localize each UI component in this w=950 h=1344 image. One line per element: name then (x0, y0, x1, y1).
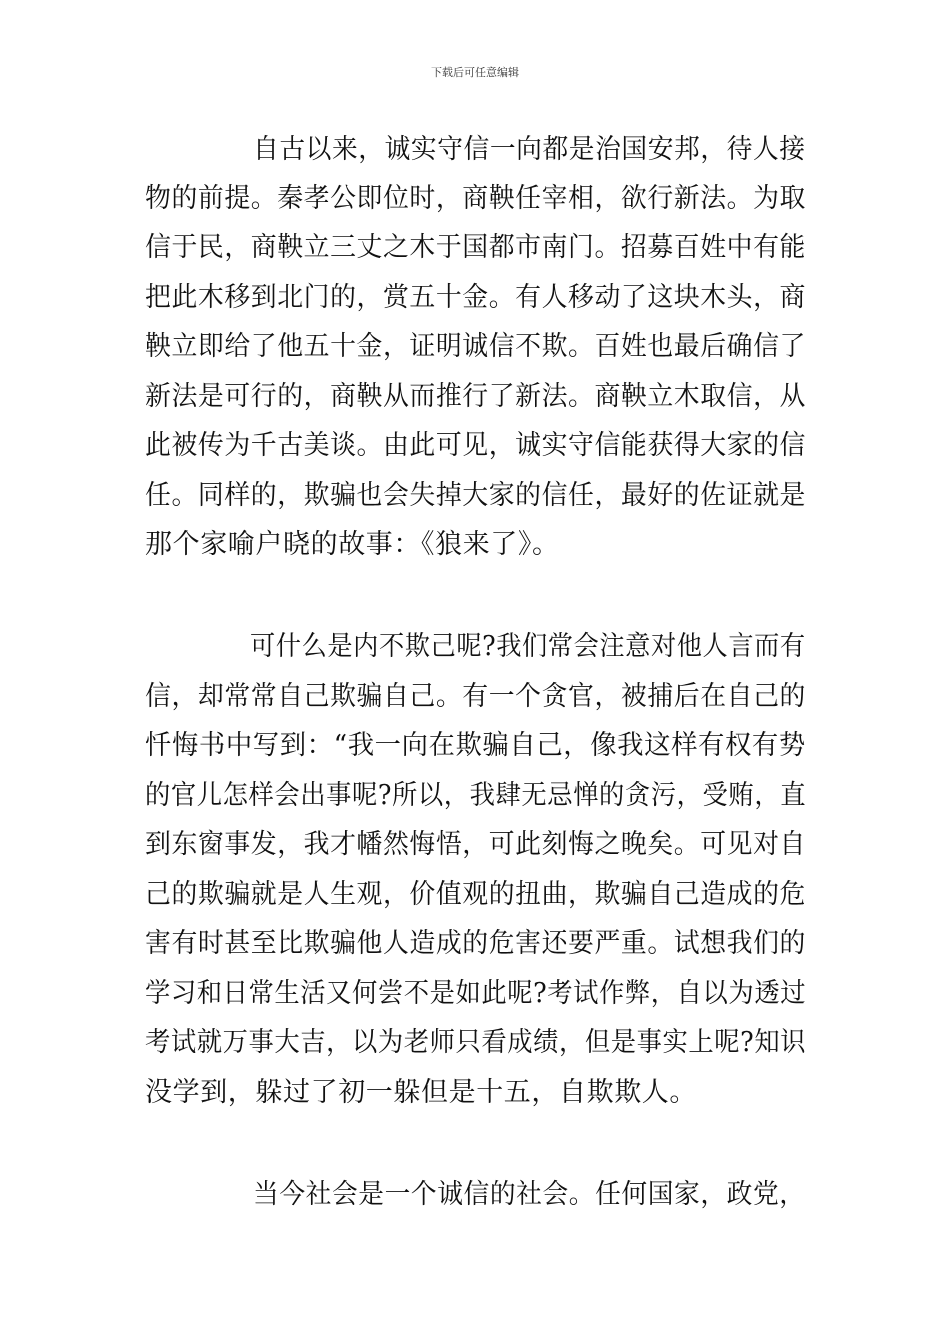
text-line: 到东窗事发，我才幡然悔悟，可此刻悔之晚矣。可见对自 (145, 829, 806, 860)
text-line: 那个家喻户晓的故事：《狼来了》。 (145, 529, 560, 560)
text-line: 鞅立即给了他五十金，证明诚信不欺。百姓也最后确信了 (145, 331, 806, 362)
text-line: 自古以来，诚实守信一向都是治国安邦，待人接 (253, 134, 806, 165)
text-line: 物的前提。秦孝公即位时，商鞅任宰相，欲行新法。为取 (145, 183, 806, 214)
text-line: 新法是可行的，商鞅从而推行了新法。商鞅立木取信，从 (145, 381, 806, 412)
text-line: 学习和日常生活又何尝不是如此呢?考试作弊，自以为透过 (145, 978, 807, 1009)
text-line: 当今社会是一个诚信的社会。任何国家，政党， (253, 1179, 806, 1210)
text-line: 的官儿怎样会出事呢?所以，我肆无忌惮的贪污，受贿，直 (145, 780, 807, 811)
text-line: 忏悔书中写到：“我一向在欺骗自己，像我这样有权有势 (145, 730, 806, 761)
text-line: 信于民，商鞅立三丈之木于国都市南门。招募百姓中有能 (145, 232, 806, 263)
text-line: 任。同样的，欺骗也会失掉大家的信任，最好的佐证就是 (145, 480, 806, 511)
text-line: 考试就万事大吉，以为老师只看成绩，但是事实上呢?知识 (145, 1027, 807, 1058)
page-header: 下载后可任意编辑 (431, 66, 519, 79)
text-line: 己的欺骗就是人生观，价值观的扭曲，欺骗自己造成的危 (145, 879, 806, 910)
text-line: 害有时甚至比欺骗他人造成的危害还要严重。试想我们的 (145, 928, 806, 959)
text-line: 信，却常常自己欺骗自己。有一个贪官，被捕后在自己的 (145, 681, 806, 712)
text-line: 可什么是内不欺己呢?我们常会注意对他人言而有 (250, 631, 806, 662)
text-line: 把此木移到北门的，赏五十金。有人移动了这块木头，商 (145, 282, 806, 313)
text-line: 没学到，躲过了初一躲但是十五，自欺欺人。 (145, 1077, 697, 1108)
text-line: 此被传为千古美谈。由此可见，诚实守信能获得大家的信 (145, 430, 806, 461)
